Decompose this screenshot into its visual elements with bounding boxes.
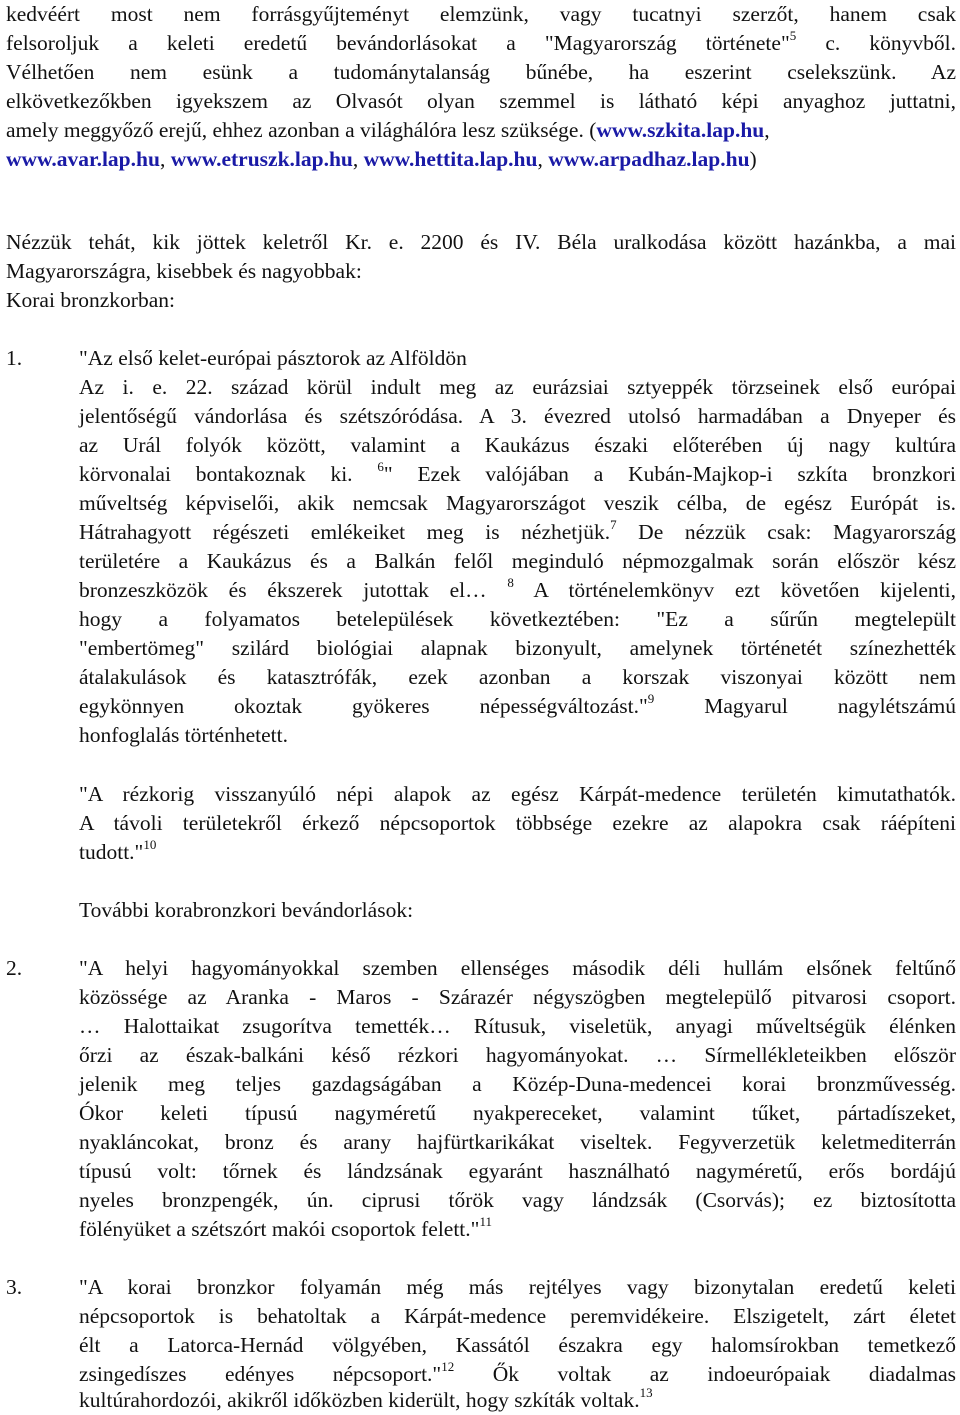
link-etruszk[interactable]: www.etruszk.lap.hu <box>170 147 353 171</box>
footnote-ref[interactable]: 11 <box>479 1213 492 1229</box>
text-line: Ókor keleti típusú nagyméretű nyakpereceket, valamint tűket, pártadíszeket, <box>79 1101 956 1125</box>
text-line: fölényüket a szétszórt makói csoportok felett."$^{11}$ <box>79 1213 492 1241</box>
text-line: elkövetkezőkben igyekszem az Olvasót olyan szemmel is látható képi anyaghoz juttatni, <box>6 89 956 113</box>
footnote-ref[interactable]: 9 <box>647 690 655 706</box>
text-line: az Urál folyók között, valamint a Kaukázus északi előterében új nagy kultúra <box>79 433 956 457</box>
text-line: típusú volt: tőrnek és lándzsának egyaránt használható nagyméretű, erős bordájú <box>79 1159 956 1183</box>
item-title: "Az első kelet-európai pásztorok az Alföldön <box>79 346 467 370</box>
text-line: őrzi az észak-balkáni késő rézkori hagyományokat. … Sírmellékleteikben először <box>79 1043 956 1067</box>
text-line: zsingedíszes edényes népcsoport."$^{12}$ Ők voltak az indoeurópaiak diadalmas <box>79 1358 956 1386</box>
link-arpadhaz[interactable]: www.arpadhaz.lap.hu <box>548 147 750 171</box>
text-line: A távoli területekről érkező népcsoportok többsége ezekre az alapokra csak ráépíteni <box>79 811 956 835</box>
list-number: 3. <box>6 1275 23 1299</box>
text-line: jelentőségű vándorlása és szétszóródása. A 3. évezred utolsó harmadában a Dnyeper és <box>79 404 956 428</box>
text-line: Vélhetően nem esünk a tudománytalanság bűnébe, ha eszerint cselekszünk. Az <box>6 60 956 84</box>
link-avar[interactable]: www.avar.lap.hu <box>6 147 160 171</box>
text-line: www.avar.lap.hu, www.etruszk.lap.hu, www.hettita.lap.hu, www.arpadhaz.lap.hu) <box>6 147 757 171</box>
link-szkita[interactable]: www.szkita.lap.hu <box>596 118 765 142</box>
link-hettita[interactable]: www.hettita.lap.hu <box>363 147 538 171</box>
footnote-ref[interactable]: 8 <box>507 574 514 590</box>
text-line: "A helyi hagyományokkal szemben ellenséges második déli hullám elsőnek feltűnő <box>79 956 956 980</box>
text-line: Magyarországra, kisebbek és nagyobbak: <box>6 259 362 283</box>
text-line: bronzeszközök és ékszerek jutottak el… $^8$ A történelemkönyv ezt követően kijelenti, <box>79 574 956 602</box>
text-line: … Halottaikat zsugorítva temették… Rítusuk, viseletük, anyagi műveltségük élénken <box>79 1014 956 1038</box>
text-line: nyeles bronzpengék, ún. ciprusi tőrök vagy lándzsák (Csorvás); ez biztosította <box>79 1188 956 1212</box>
text-line: élt a Latorca-Hernád völgyében, Kassától északra egy halomsírokban temetkező <box>79 1333 956 1357</box>
text-line: felsoroljuk a keleti eredetű bevándorlásokat a "Magyarország története"$^5$ c. könyvből. <box>6 27 956 55</box>
text-line: átalakulások és katasztrófák, ezek azonban a korszak viszonyai között nem <box>79 665 956 689</box>
section-heading: További korabronzkori bevándorlások: <box>79 898 414 922</box>
footnote-ref[interactable]: 12 <box>441 1358 455 1374</box>
text-line: Az i. e. 22. század körül indult meg az eurázsiai sztyeppék törzseinek első európai <box>79 375 956 399</box>
list-number: 1. <box>6 346 23 370</box>
section-heading: Korai bronzkorban: <box>6 288 175 312</box>
text-line: körvonalai bontakoznak ki. $^6$" Ezek valójában a Kubán-Majkop-i szkíta bronzkori <box>79 458 956 486</box>
text-line: népcsoportok is behatoltak a Kárpát-medence peremvidékeire. Elszigetelt, zárt életet <box>79 1304 956 1328</box>
footnote-ref[interactable]: 6 <box>377 458 384 474</box>
text-line: nyakláncokat, bronz és arany hajfürtkarikákat viseltek. Fegyverzetük keletmediterrán <box>79 1130 956 1154</box>
footnote-ref[interactable]: 7 <box>610 516 617 532</box>
text-line: "embertömeg" szilárd biológiai alapnak bizonyult, amelynek történetét színezhették <box>79 636 956 660</box>
text-line: kedvéért most nem forrásgyűjteményt elemzünk, vagy tucatnyi szerzőt, hanem csak <box>6 2 956 26</box>
footnote-ref[interactable]: 10 <box>143 836 157 852</box>
text-line: közössége az Aranka - Maros - Szárazér négyszögben megtelepülő pitvarosi csoport. <box>79 985 956 1009</box>
text-line: területére a Kaukázus és a Balkán felől meginduló népmozgalmak során először kész <box>79 549 956 573</box>
text-line: egykönnyen okoztak gyökeres népességváltozást."$^9$ Magyarul nagylétszámú <box>79 690 956 718</box>
text-line: tudott."$^{10}$ <box>79 836 157 864</box>
text-line: "A rézkorig visszanyúló népi alapok az egész Kárpát-medence területén kimutathatók. <box>79 782 956 806</box>
text-line: "A korai bronzkor folyamán még más rejtélyes vagy bizonytalan eredetű keleti <box>79 1275 956 1299</box>
text-line: műveltség képviselői, akik nemcsak Magyarországot veszik célba, de egész Európát is. <box>79 491 956 515</box>
text-line: jelenik meg teljes gazdagságában a Közép-Duna-medencei korai bronzművesség. <box>79 1072 956 1096</box>
text-line: amely meggyőző erejű, ehhez azonban a világhálóra lesz szüksége. (www.szkita.lap.hu, <box>6 118 770 142</box>
text-line: honfoglalás történhetett. <box>79 723 288 747</box>
footnote-ref[interactable]: 13 <box>639 1384 653 1400</box>
footnote-ref[interactable]: 5 <box>789 27 797 43</box>
text-line: hogy a folyamatos betelepülések következtében: "Ez a sűrűn megtelepült <box>79 607 956 631</box>
text-line: Hátrahagyott régészeti emlékeiket meg is nézhetjük.$^7$ De nézzük csak: Magyarország <box>79 516 956 544</box>
list-number: 2. <box>6 956 23 980</box>
text-line: Nézzük tehát, kik jöttek keletről Kr. e. 2200 és IV. Béla uralkodása között hazánkba, a mai <box>6 230 956 254</box>
text-line: kultúrahordozói, akikről időközben kiderült, hogy szkíták voltak.$^{13}$ <box>79 1384 653 1412</box>
